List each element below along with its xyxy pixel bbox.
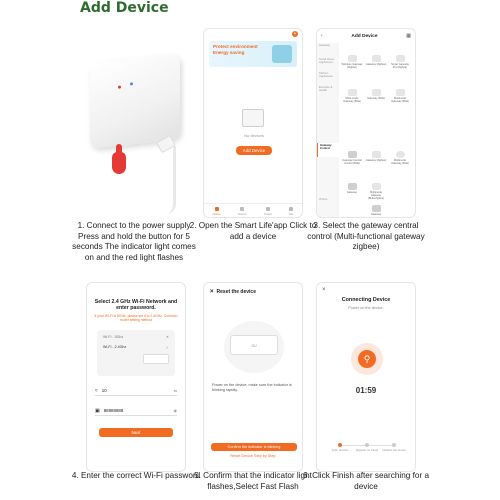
gateway-icon <box>396 151 405 158</box>
pointing-hand-icon <box>112 152 126 174</box>
next-button[interactable]: Next <box>99 428 173 437</box>
promo-banner[interactable] <box>209 41 297 67</box>
gateway-icon <box>372 183 381 190</box>
category-item[interactable]: Exercise & Health <box>319 85 333 93</box>
step-dot <box>338 443 342 447</box>
red-led <box>118 85 121 88</box>
device-tile[interactable]: Gateway <box>365 205 387 216</box>
page-title: Add Device <box>80 0 169 16</box>
countdown-timer: 01:59 <box>355 386 377 395</box>
step-dot <box>365 443 369 447</box>
step-5-caption: 5. Confirm that the indicator light flashes,Select Fast Flash <box>194 471 312 491</box>
reset-instructions: Power on the device, make sure the indicator is blinking rapidly. <box>212 383 292 392</box>
wifi-title: Select 2.4 GHz Wi-Fi Network and enter password. <box>94 299 178 312</box>
no-devices-text: No devices <box>244 133 264 138</box>
gateway-icon <box>348 55 357 62</box>
gateway-icon <box>396 55 405 62</box>
gateway-device-icon: GU <box>230 335 278 355</box>
router-setting-link[interactable]: Common router setting method <box>119 313 178 323</box>
add-plus-icon[interactable]: + <box>293 31 297 37</box>
screen-reset <box>203 282 303 472</box>
progress-step: Scan devices <box>327 443 353 452</box>
gateway-icon <box>372 55 381 62</box>
bottom-tab-bar <box>204 203 302 217</box>
device-tile[interactable]: Smart Gateway Pro (Zigbee) <box>389 55 411 69</box>
category-list <box>317 43 339 217</box>
search-icon: ⚲ <box>358 350 376 368</box>
tab-home[interactable]: Home <box>213 207 221 216</box>
step-2-caption: 2. Open the Smart Life'app Click to add a device <box>189 221 317 241</box>
tab-me[interactable]: Me <box>289 207 293 216</box>
wifi-subtitle <box>93 314 179 322</box>
status-bar <box>204 29 302 37</box>
profile-icon <box>289 207 293 211</box>
device-tile-selected[interactable]: Gateway Central Control (BLE) <box>341 151 363 165</box>
scan-icon[interactable]: ▦ <box>406 33 411 39</box>
router-icon <box>348 183 357 190</box>
gateway-icon <box>348 89 357 96</box>
scene-icon <box>240 207 244 211</box>
category-item[interactable]: Small Home Appliances <box>319 57 335 65</box>
empty-box-icon <box>242 109 264 127</box>
device-tile[interactable]: Multimode Gateway (BLE) <box>389 151 411 165</box>
progress-step: Register on Cloud <box>354 443 380 452</box>
gateway-icon <box>348 151 357 158</box>
router-icon <box>372 205 381 212</box>
wifi-row-24ghz: Wi-Fi - 2.4Ghz ✓ <box>103 345 169 351</box>
progress-steps <box>327 443 407 452</box>
close-icon[interactable]: × <box>210 289 214 295</box>
lock-icon: ▣ <box>95 407 100 414</box>
screen-wifi <box>86 282 186 472</box>
add-device-button[interactable]: Add Device <box>236 146 272 155</box>
gateway-icon <box>372 89 381 96</box>
category-item[interactable]: Others <box>319 197 328 201</box>
connecting-subtitle: Power on the device. <box>348 306 384 310</box>
search-progress-ring <box>351 343 383 375</box>
power-cable <box>162 146 176 214</box>
password-field[interactable]: ▣ 88888888 ◉ <box>95 406 177 416</box>
device-photo <box>82 28 186 214</box>
router-icon <box>143 354 169 364</box>
banner-illustration-icon <box>272 45 292 63</box>
wifi-subtitle-text: If your Wi-Fi is 5GHz, please set it to 2.4GHz. <box>94 313 163 318</box>
ssid-field[interactable]: ≈ 10 ⇆ <box>95 386 177 396</box>
device-tile[interactable]: Multimode Gateway (BLE+Zigbee) <box>365 183 387 200</box>
smart-icon <box>266 207 270 211</box>
device-tile[interactable]: Gateway <box>341 183 363 194</box>
confirm-blinking-button[interactable]: Confirm the indicator is blinking <box>211 443 297 451</box>
close-icon[interactable]: × <box>322 287 326 293</box>
device-tile[interactable]: Gateway (Zigbee) <box>365 151 387 162</box>
eye-icon[interactable]: ◉ <box>173 408 177 414</box>
reset-header <box>204 283 302 295</box>
step-dot <box>392 443 396 447</box>
close-icon: ✕ <box>165 335 169 340</box>
step-6-caption: 6. Click Finish after searching for a device <box>302 471 430 491</box>
category-item[interactable]: Gateway <box>319 43 331 47</box>
gateway-hub <box>90 53 180 148</box>
reset-title: Reset the device <box>216 289 256 295</box>
home-icon <box>215 207 219 211</box>
screen-home <box>203 28 303 218</box>
device-tile[interactable]: Wireless Gateway (Zigbee) <box>341 55 363 69</box>
tab-scene[interactable]: Scene <box>238 207 247 216</box>
progress-step: Initialize the device <box>381 443 407 452</box>
device-tile[interactable]: Multimode Gateway (BLE) <box>389 89 411 103</box>
step-4-caption: 4. Enter the correct Wi-Fi password <box>71 471 201 480</box>
device-tile[interactable]: Gateway (Zigbee) <box>365 55 387 66</box>
device-tile[interactable]: Multi-mode Gateway (BLE) <box>341 89 363 103</box>
device-tile[interactable]: Gateway (BLE) <box>365 89 387 100</box>
add-device-header <box>317 29 415 41</box>
connecting-title: Connecting Device <box>341 297 391 303</box>
step-1-caption: 1. Connect to the power supply Press and hold the button for 5 seconds The indicator light comes on and the red light flashes <box>72 221 196 262</box>
banner-text: Protect environment Energy saving <box>213 44 258 55</box>
category-item[interactable]: Kitchen Appliances <box>319 71 333 79</box>
blue-led <box>130 82 133 85</box>
gateway-icon <box>396 89 405 96</box>
check-icon: ✓ <box>165 345 169 351</box>
screen-connecting <box>316 282 416 472</box>
switch-network-icon[interactable]: ⇆ <box>173 388 177 394</box>
gateway-icon <box>372 151 381 158</box>
tab-smart[interactable]: Smart <box>264 207 272 216</box>
wifi-illustration <box>97 330 175 376</box>
add-device-title: Add Device <box>351 33 378 39</box>
device-grid <box>341 43 415 217</box>
step-3-caption: 3. Select the gateway central control (Multi-functional gateway zigbee) <box>307 221 425 251</box>
reset-step-link[interactable]: Reset Device Step by Step <box>230 454 276 458</box>
screen-add-device <box>316 28 416 218</box>
wifi-icon: ≈ <box>95 387 98 394</box>
chevron-left-icon[interactable]: ‹ <box>321 33 323 39</box>
wifi-row-5ghz: Wi-Fi - 5Ghz ✕ <box>103 335 169 340</box>
category-item-gateway-control[interactable]: Gateway Control <box>317 143 339 157</box>
